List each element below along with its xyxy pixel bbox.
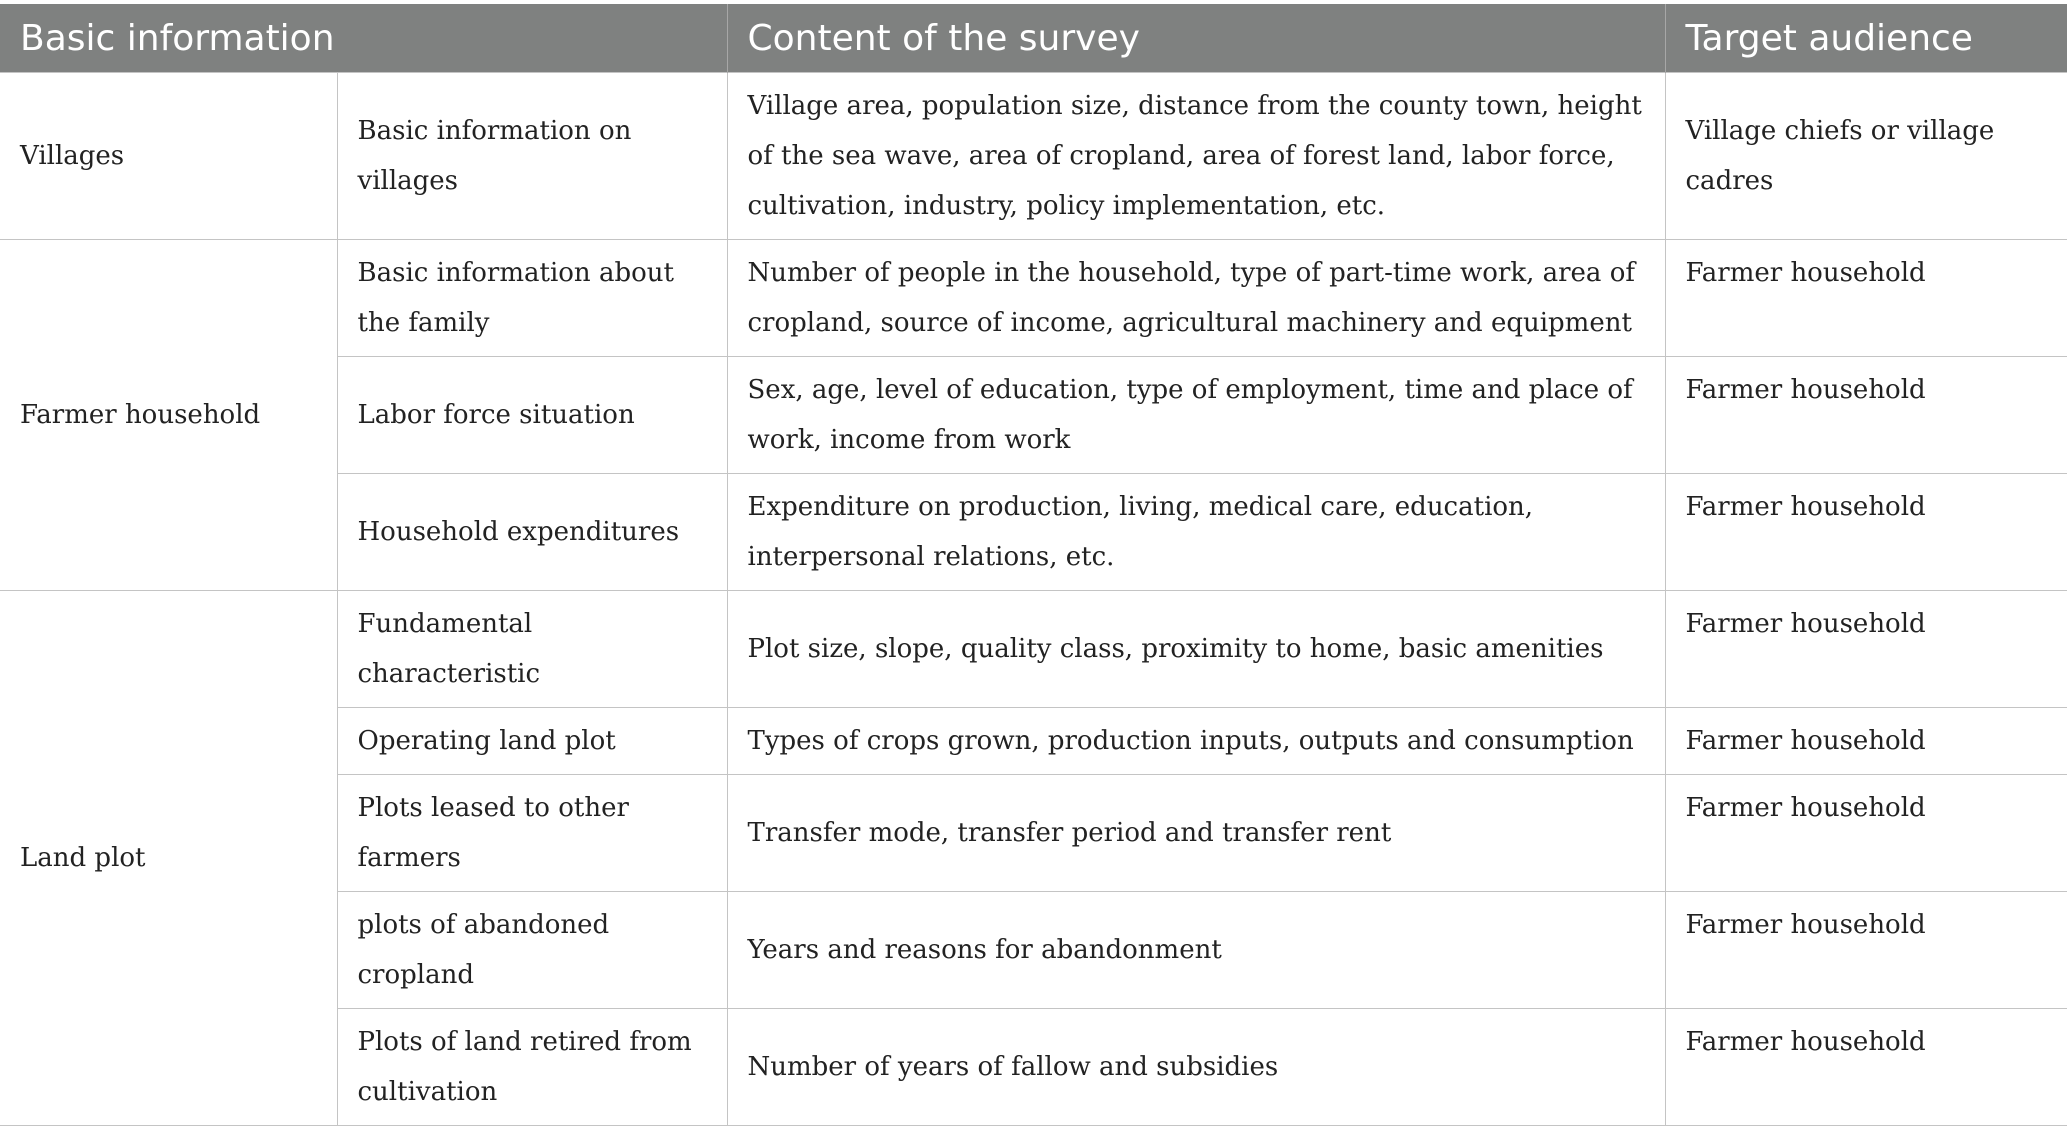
item-cell: Basic information about the family bbox=[337, 240, 727, 357]
item-cell: Fundamental characteristic bbox=[337, 591, 727, 708]
audience-cell: Farmer household bbox=[1665, 892, 2067, 1009]
table-header-row bbox=[0, 4, 2067, 73]
item-cell: Household expenditures bbox=[337, 474, 727, 591]
header-target-audience: Target audience bbox=[1665, 4, 2067, 73]
table-row bbox=[0, 240, 2067, 357]
content-cell: Types of crops grown, production inputs, outputs and consumption bbox=[727, 708, 1665, 775]
table-row bbox=[0, 591, 2067, 708]
category-cell: Land plot bbox=[0, 591, 337, 1126]
content-cell: Transfer mode, transfer period and transfer rent bbox=[727, 775, 1665, 892]
content-cell: Number of people in the household, type of part-time work, area of cropland, source of income, agricultural machinery and equipment bbox=[727, 240, 1665, 357]
item-cell: Plots of land retired from cultivation bbox=[337, 1009, 727, 1126]
item-cell: Basic information on villages bbox=[337, 73, 727, 240]
content-cell: Village area, population size, distance from the county town, height of the sea wave, area of cropland, area of forest land, labor force, cultivation, industry, policy implementation, etc. bbox=[727, 73, 1665, 240]
item-cell: Plots leased to other farmers bbox=[337, 775, 727, 892]
table-row bbox=[0, 73, 2067, 240]
audience-cell: Village chiefs or village cadres bbox=[1665, 73, 2067, 240]
header-content-of-survey: Content of the survey bbox=[727, 4, 1665, 73]
audience-cell: Farmer household bbox=[1665, 708, 2067, 775]
audience-cell: Farmer household bbox=[1665, 591, 2067, 708]
content-cell: Expenditure on production, living, medical care, education, interpersonal relations, etc. bbox=[727, 474, 1665, 591]
content-cell: Number of years of fallow and subsidies bbox=[727, 1009, 1665, 1126]
item-cell: Operating land plot bbox=[337, 708, 727, 775]
audience-cell: Farmer household bbox=[1665, 357, 2067, 474]
category-cell: Farmer household bbox=[0, 240, 337, 591]
content-cell: Sex, age, level of education, type of employment, time and place of work, income from work bbox=[727, 357, 1665, 474]
item-cell: Labor force situation bbox=[337, 357, 727, 474]
content-cell: Years and reasons for abandonment bbox=[727, 892, 1665, 1009]
content-cell: Plot size, slope, quality class, proximity to home, basic amenities bbox=[727, 591, 1665, 708]
item-cell: plots of abandoned cropland bbox=[337, 892, 727, 1009]
category-cell: Villages bbox=[0, 73, 337, 240]
audience-cell: Farmer household bbox=[1665, 775, 2067, 892]
audience-cell: Farmer household bbox=[1665, 240, 2067, 357]
survey-content-table bbox=[0, 4, 2067, 1126]
audience-cell: Farmer household bbox=[1665, 474, 2067, 591]
audience-cell: Farmer household bbox=[1665, 1009, 2067, 1126]
header-basic-information: Basic information bbox=[0, 4, 727, 73]
